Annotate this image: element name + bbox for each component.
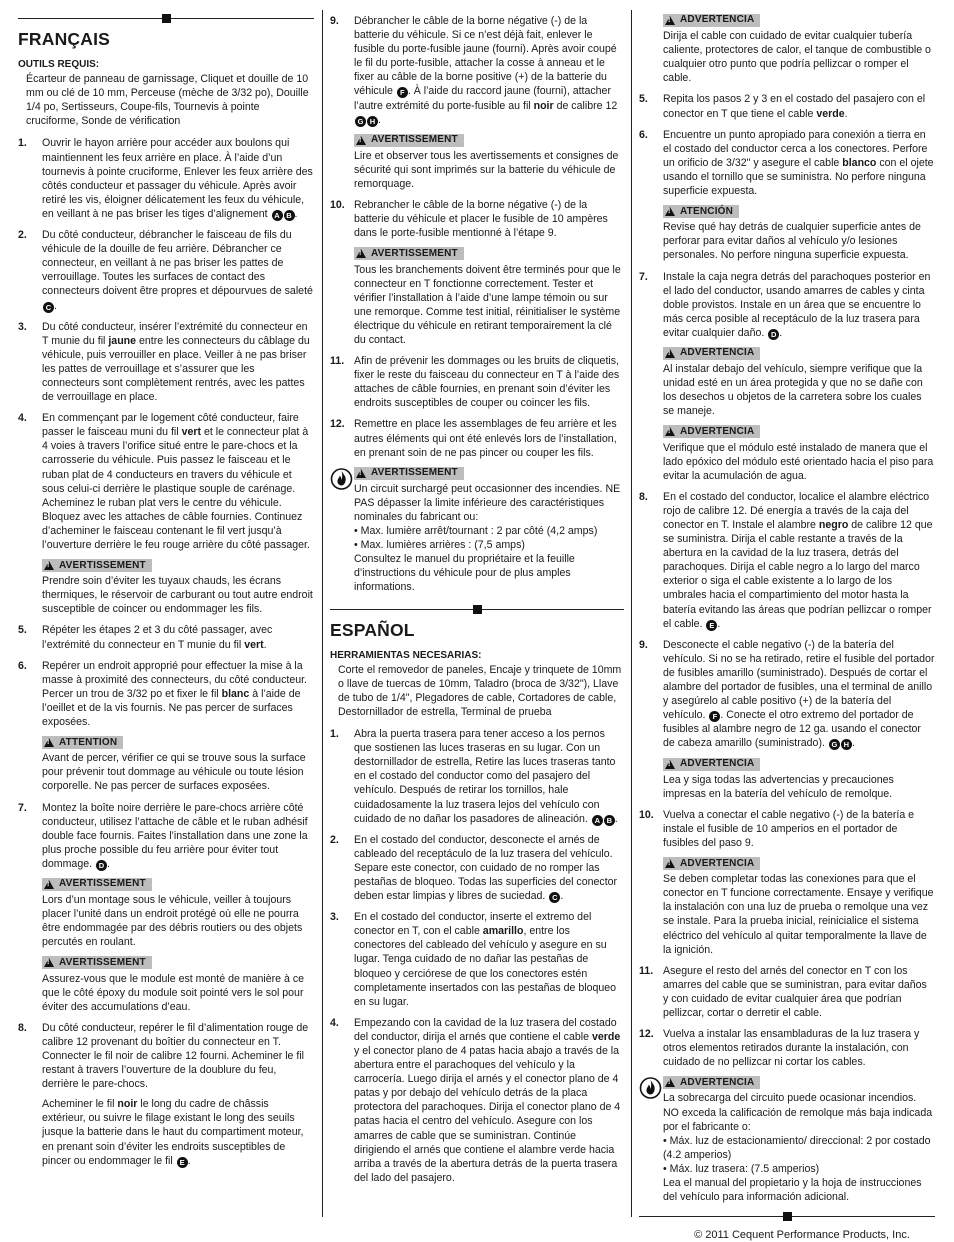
french-section-title: FRANÇAIS (18, 29, 111, 49)
french-step-11: 11. Afin de prévenir les dommages ou les bruits de cliquetis, fixer le reste du faisceau du connecteur en T à l’aide des attaches de câble fournies, en prenant soin d’éviter les endroits susceptibles de couper ou coincer les fils. (330, 355, 620, 410)
callout-b-icon: B (284, 210, 295, 221)
french-tools-heading: OUTILS REQUIS: (18, 59, 100, 70)
french-tools-text: Écarteur de panneau de garnissage, Cliquet et douille de 10 mm ou clé de 10 mm, Perceuse (mèche de 3/32 po), Douille 1/4 po, Sertisseurs, Coupe-fils, Tournevis à pointe cruciforme, Sonde de vérification (26, 73, 309, 128)
warning-triangle-icon (44, 958, 54, 967)
warning-triangle-icon (665, 16, 675, 25)
french-warning-3: ! AVERTISSEMENT Lors d’un montage sous le véhicule, veiller à toujours placer l’unité dans un endroit protégé où elle ne pourra être endommagée par des débris routiers ou des objets percutés en roulant. (42, 878, 314, 949)
warning-badge: ! ADVERTENCIA (663, 425, 760, 438)
footer-rule (639, 1212, 935, 1220)
spanish-warning-5: ! ADVERTENCIA Lea y siga todas las advertencias y precauciones impresas en la batería del vehículo de remolque. (663, 758, 935, 801)
callout-a-icon: A (272, 210, 283, 221)
callout-c-icon: C (43, 302, 54, 313)
french-warning-6: ! AVERTISSEMENT Tous les branchements doivent être terminés pour que le connecteur en T fonctionne correctement. Tester et vérifier l’installation à l’aide d’une lampe témoin ou sur une remorque. Comme test initial, réinitialiser le système électrique du véhicule en retirant temporairement la clé du contact. (354, 247, 624, 347)
warning-triangle-icon (665, 859, 675, 868)
french-step-6: 6. Repérer un endroit approprié pour effectuer la mise à la masse à proximité des connecteurs, du côté conducteur. Percer un trou de 3/32 po et fixer le fil blanc à l’aide de l’oeillet et de la vis fournis. Ne pas percer de surfaces exposées. (18, 659, 307, 729)
french-step-8: 8. Du côté conducteur, repérer le fil d’alimentation rouge de calibre 12 provenant du boîtier du connecteur en T. Connecter le fil noir de calibre 12 fourni. Acheminer le fil restant à travers l’ouverture de la doublure du feu, derrière le pare-chocs. Acheminer le fil noir le long du cadre de châssis extérieur, ou suivre le filage existant le long des seuils jusque la batterie dans le haut du compartiment moteur, en prenant soin d’éviter les endroits susceptibles de pincer ou endommager le fil E . (18, 1021, 309, 1167)
callout-a-icon: A (592, 815, 603, 826)
callout-d-icon: D (768, 329, 779, 340)
spanish-step-6: 6. Encuentre un punto apropiado para conexión a tierra en el costado del conductor cerca a los conectores. Perfore un orificio de 3/32" y asegure el cable blanco con el ojete usando el tornillo que se suministra. No perfore ninguna superficie expuesta. (639, 128, 934, 198)
french-step-10: 10. Rebrancher le câble de la borne négative (-) de la batterie du véhicule et placer le fusible de 10 ampères dans le porte-fusible mentionné à l’étape 9. (330, 199, 608, 240)
spanish-attention-1: ! ATENCIÓN Revise qué hay detrás de cualquier superficie antes de perforar para evitar daños al vehículo y/o lesiones personales. No perfore ninguna superficie expuesta. (663, 205, 935, 262)
warning-badge: ! AVERTISSEMENT (354, 247, 464, 260)
copyright-notice: © 2011 Cequent Performance Products, Inc. (694, 1229, 910, 1242)
column-divider (631, 10, 632, 1217)
warning-triangle-icon (665, 207, 675, 216)
spanish-step-8: 8. En el costado del conductor, localice el alambre eléctrico rojo de calibre 12. Dé energía a través de la caja del conector en T. Instale el alambre negro de calibre 12 que se suministra. Dirija el cable restante a través de la abertura en la cavidad de la luz trasera, detrás del parachoques. Dirija el cable negro a lo largo del marco exterior o siga el cable existente a lo largo de los umbrales hacia el compartimiento del motor hasta la batería evitando las áreas que podrían pellizcar o romper el cable. E . (639, 490, 933, 630)
callout-c-icon: C (549, 892, 560, 903)
column-2 (330, 14, 624, 1192)
callout-f-icon: F (397, 87, 408, 98)
spanish-step-10: 10. Vuelva a conectar el cable negativo (-) de la batería e instale el fusible de 10 amperios en el portador de fusibles del paso 9. (639, 808, 915, 849)
warning-triangle-icon (356, 136, 366, 145)
french-warning-4: ! AVERTISSEMENT Assurez-vous que le module est monté de manière à ce que le côté époxy du module soit pointé vers le sol pour éviter des accumulations d’eau. (42, 956, 314, 1013)
spanish-step-3: 3. En el costado del conductor, inserte el extremo del conector en T, con el cable amarillo, entre los conectores del cableado del vehículo y asegure en su lugar. Tenga cuidado de no dañar las pestañas de bloqueo y cerciórese de que los conectores estén completamente insertados con las pestañas de bloqueo en su lugar. (330, 911, 617, 1008)
callout-f-icon: F (709, 711, 720, 722)
french-fire-warning: ! AVERTISSEMENT Un circuit surchargé peut occasionner des incendies. NE PAS dépasser la limite inférieure des caractéristiques nominales du fabricant ou: • Max. lumière arrêt/tournant : 2 par côté (4,2 amps) • Max. lumières arrières : (7,5 amps) Consultez le manuel du propriétaire et la feuille d’instructions du véhicule pour de plus amples informations. (330, 467, 624, 595)
warning-badge: ! ADVERTENCIA (663, 347, 760, 360)
callout-h-icon: H (841, 739, 852, 750)
spanish-step-4: 4. Empezando con la cavidad de la luz trasera del costado del conductor, dirija el arnés que contiene el cable verde y el conector plano de 4 patas hacia abajo a través de la abertura entre el parachoques del vehículo y la carrocería. Luego dirija el arnés y el conector plano de 4 patas y por debajo del vehículo detrás de la placa protectora del parachoques. Dirija el conector plano de 4 patas hacia el centro del vehículo. Asegure con los amarres de cable que se suministran. Continúe dirigiendo el arnés que contiene el alambre verde hacia arriba a través de la abertura detrás de la puerta trasera del lado del pasajero. (330, 1016, 621, 1184)
fire-hazard-icon (640, 1076, 661, 1100)
callout-d-icon: D (96, 860, 107, 871)
spanish-step-9: 9. Desconecte el cable negativo (-) de la batería del vehículo. Si no se ha retirado, retire el fusible del portador de fusibles amarillo (suministrado). Después de cortar el alambre del portador de fusibles, una el terminal de anillo y asegúrelo al cable positivo (+) de la batería del vehículo. F . Conecte el otro extremo del portador de fusibles al alambre negro de 12 ga. usando el conector de cabeza amarillo (suministrado). G H . (639, 638, 935, 750)
callout-g-icon: G (829, 739, 840, 750)
warning-badge: ! ADVERTENCIA (663, 1076, 760, 1089)
french-step-12: 12. Remettre en place les assemblages de feu arrière et les autres éléments qui ont été enlevés lors de l’installation, en prenant soin de ne pas pincer ou couper les fils. (330, 418, 617, 459)
warning-badge: ! ATTENTION (42, 736, 123, 749)
spanish-step-7: 7. Instale la caja negra detrás del parachoques posterior en el lado del conductor, usando amarres de cables y cinta doble provistos. Instale en un área que se encuentre lo más cerca posible al receptáculo de la luz trasera para evitar cualquier daño. D . (639, 270, 931, 339)
french-step-9: 9. Débrancher le câble de la borne négative (-) de la batterie du véhicule. Si ce n’est déjà fait, enlever le fusible du porte-fusible jaune (fourni). Après avoir coupé le fil du porte-fusible, attacher la cosse à anneau et le fixer au câble de la borne positive (+) de la batterie du véhicule F . À l’aide du raccord jaune (fourni), attacher l’autre extrémité du porte-fusible au fil noir de calibre 12 G H . (330, 15, 618, 126)
spanish-warning-4: ! ADVERTENCIA Verifique que el módulo esté instalado de manera que el lado epóxico del módulo esté orientado hacia el piso para evitar la acumulación de agua. (663, 425, 935, 482)
warning-triangle-icon (665, 760, 675, 769)
warning-triangle-icon (356, 469, 366, 478)
spanish-step-1: 1. Abra la puerta trasera para tener acceso a los pernos que sostienen las luces traseras en su lugar. Con un destornillador de estrella, Retire las luces traseras tanto en el costado del conductor como del pasajero del vehículo. Después de retirar los tornillos, hale cuidadosamente la luz trasera lejos del vehículo con cuidado de no dañar los pasadores de alineación. A B . (330, 728, 618, 825)
french-step-2: 2. Du côté conducteur, débrancher le faisceau de fils du véhicule de la douille de feu arrière. Débrancher ce connecteur, en veillant à ne pas briser les pattes de verrouillage. Toutes les surfaces de contact des connecteurs doivent être propres et dépourvues de saleté C . (18, 229, 313, 312)
callout-g-icon: G (355, 116, 366, 127)
warning-badge: ! ADVERTENCIA (663, 14, 760, 27)
fire-hazard-icon (331, 467, 352, 491)
french-warning-1: ! AVERTISSEMENT Prendre soin d’éviter les tuyaux chauds, les écrans thermiques, le réservoir de carburant ou tout autre endroit susceptible de coincer ou endommager les fils. (42, 559, 314, 616)
warning-triangle-icon (665, 349, 675, 358)
spanish-step-11: 11. Asegure el resto del arnés del conector en T con los amarres del cable que se suministran, para evitar daños y con cuidado de evitar cualquier área que podrían pellizcar, cortar o derretir el cable. (639, 964, 927, 1019)
warning-badge: ! AVERTISSEMENT (42, 559, 152, 572)
spanish-step-2: 2. En el costado del conductor, desconecte el arnés de cableado del receptáculo de la luz trasera del vehículo. Separe este conector, con cuidado de no romper las pestañas de bloqueo. Todas las superficies del conector deben estar limpias y libres de suciedad. C . (330, 833, 618, 903)
spanish-section-title: ESPAÑOL (330, 619, 415, 640)
french-step-5: 5. Répéter les étapes 2 et 3 du côté passager, avec l’extrémité du connecteur en T munie du fil vert. (18, 624, 273, 651)
french-step-3: 3. Du côté conducteur, insérer l’extrémité du connecteur en T munie du fil jaune entre les connecteurs du câblage du véhicule, puis verrouiller en place. Veiller à ne pas briser les pattes de verrouillage et s’assurer que les connecteurs sont complètement rentrés, avec les pattes de verrouillage en place. (18, 320, 310, 404)
callout-e-icon: E (706, 620, 717, 631)
section-rule (330, 605, 624, 613)
spanish-warning-1: ! ADVERTENCIA Dirija el cable con cuidado de evitar cualquier tubería caliente, protectores de calor, el tanque de combustible o cualquier otro punto que podría pellizcar o romper el cable. (663, 14, 935, 85)
warning-badge: ! AVERTISSEMENT (354, 467, 464, 480)
column-divider (322, 10, 323, 1217)
warning-badge: ! AVERTISSEMENT (42, 878, 152, 891)
warning-triangle-icon (665, 427, 675, 436)
warning-badge: ! ADVERTENCIA (663, 857, 760, 870)
french-step-7: 7. Montez la boîte noire derrière le pare-chocs arrière côté conducteur, utilisez l’attache de câble et le ruban adhésif double face fournis. Faites l’installation dans une zone la plus proche possible du feu arrière pour éviter tout dommage. D . (18, 801, 308, 870)
spanish-fire-warning: ! ADVERTENCIA La sobrecarga del circuito puede ocasionar incendios. NO exceda la calificación de remolque más baja indicada por el fabricante o: • Máx. luz de estacionamiento/ direccional: 2 por costado (4.2 amperios) • Máx. luz trasera: (7.5 amperios) Lea el manual del propietario y la hoja de instrucciones del vehículo para información adicional. (639, 1076, 935, 1204)
spanish-tools-heading: HERRAMIENTAS NECESARIAS: (330, 649, 482, 661)
french-step-1: 1. Ouvrir le hayon arrière pour accéder aux boulons qui maintiennent les feux arrière en place. À l’aide d’un tournevis à pointe cruciforme, Enlever les feux arrière des côtés conducteur et passager du véhicule. Après avoir retiré les vis, éloigner délicatement les feux du véhicule, en veillant à ne pas briser les tiges d’alignement A B . (18, 137, 313, 220)
section-rule (18, 14, 314, 22)
warning-triangle-icon (356, 249, 366, 258)
spanish-tools-text: Corte el removedor de paneles, Encaje y trinquete de 10mm o llave de tuercas de 10mm, Taladro (broca de 3/32"), Llave de tubo de 1/4", Plegadores de cable, Cortadores de cable, Destornillador de estrella, Terminal de prueba (338, 663, 622, 718)
french-step-4: 4. En commençant par le logement côté conducteur, faire passer le faisceau muni du fil vert et le connecteur plat à 4 voies à travers l’orifice situé entre le pare-chocs et la carrosserie du véhicule. Puis passez le faisceau et le ruban plat de 4 conducteurs en travers du véhicule et sous celui-ci derrière le plastique souple de carénage. Acheminez le ruban plat vers le centre du véhicule. Bloquez avec les attaches de câble fournies. Continuez d’acheminer le faisceau contenant le fil vert jusqu’à l’ouverture derrière le feu rouge arrière du côté passager. (18, 412, 310, 551)
warning-triangle-icon (44, 880, 54, 889)
warning-badge: ! ADVERTENCIA (663, 758, 760, 771)
spanish-warning-6: ! ADVERTENCIA Se deben completar todas las conexiones para que el conector en T funcione correctamente. Ensaye y verifique la instalación con una luz de prueba o remolque una vez se instale. Para la prueba inicial, reinicialice el sistema eléctrico del vehículo al quitar temporalmente la llave de la ignición. (663, 857, 935, 957)
callout-e-icon: E (177, 1157, 188, 1168)
spanish-step-12: 12. Vuelva a instalar las ensambladuras de la luz trasera y otros elementos retirados durante la instalación, con cuidado de no pellizcar ni cortar los cables. (639, 1028, 920, 1069)
warning-triangle-icon (44, 561, 54, 570)
column-3 (639, 14, 935, 1242)
callout-h-icon: H (367, 116, 378, 127)
warning-badge: ! ATENCIÓN (663, 205, 739, 218)
callout-b-icon: B (604, 815, 615, 826)
warning-triangle-icon (44, 738, 54, 747)
spanish-step-5: 5. Repita los pasos 2 y 3 en el costado del pasajero con el conector en T que tiene el cable verde. (639, 93, 926, 120)
warning-triangle-icon (665, 1078, 675, 1087)
column-1 (18, 14, 314, 1175)
spanish-warning-3: ! ADVERTENCIA Al instalar debajo del vehículo, siempre verifique que la unidad esté en un área protegida y que no se dañe con los desechos u objetos de la carretera sobre los cuales se maneje. (663, 347, 935, 418)
warning-badge: ! AVERTISSEMENT (354, 134, 464, 147)
warning-badge: ! AVERTISSEMENT (42, 956, 152, 969)
french-attention-1: ! ATTENTION Avant de percer, vérifier ce qui se trouve sous la surface pour prévenir tout dommage au véhicule ou toute lésion corporelle. Ne pas percer de surfaces exposées. (42, 736, 314, 793)
french-warning-5: ! AVERTISSEMENT Lire et observer tous les avertissements et consignes de sécurité qui sont imprimés sur la batterie du véhicule de remorquage. (354, 134, 624, 191)
